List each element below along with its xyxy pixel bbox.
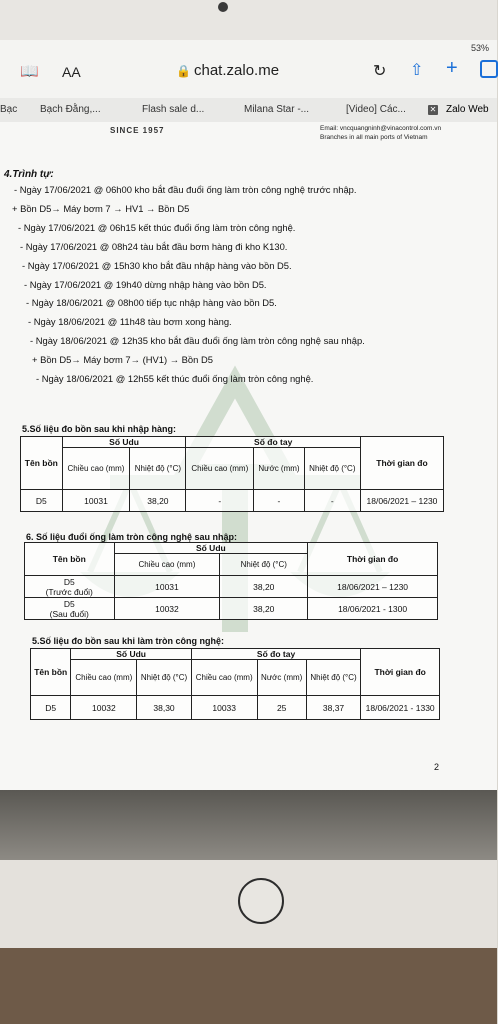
step-item: - Ngày 17/06/2021 @ 06h15 kết thúc đuổi ống làm tròn công nghệ. (18, 222, 296, 233)
table1-h-time: Thời gian đo (360, 437, 443, 490)
url-field[interactable]: chat.zalo.me (194, 62, 280, 79)
table-cell: 10031 (62, 490, 130, 512)
header-since: SINCE 1957 (110, 126, 165, 135)
tabs-icon[interactable] (480, 60, 498, 78)
header-contact (320, 124, 441, 142)
table2-h-tank: Tên bồn (25, 543, 115, 576)
table-cell: 18/06/2021 – 1230 (308, 576, 438, 598)
table-cell: - (254, 490, 305, 512)
table2 (24, 542, 438, 620)
table3-h-water: Nước (mm) (257, 660, 306, 696)
table3-h-height: Chiều cao (mm) (71, 660, 137, 696)
step-item: + Bồn D5→ Máy bơm 7→ (HV1) → Bồn D5 (32, 354, 213, 365)
reload-icon[interactable]: ↻ (373, 63, 387, 80)
table-cell: - (186, 490, 254, 512)
table-cell (25, 576, 115, 598)
tab-5-active[interactable] (428, 104, 489, 115)
table2-h-time: Thời gian đo (308, 543, 438, 576)
step-item: - Ngày 18/06/2021 @ 12h35 kho bắt đầu đuổi ống làm tròn công nghệ sau nhập. (30, 335, 365, 346)
table-row (25, 598, 438, 620)
close-icon[interactable]: ✕ (429, 105, 437, 114)
table1-title: 5.Số liệu đo bồn sau khi nhập hàng: (22, 424, 177, 434)
table-cell: 38,30 (137, 696, 192, 720)
home-button[interactable] (238, 878, 284, 924)
section-title: 4.Trình tự: (4, 169, 54, 180)
step-item: - Ngày 17/06/2021 @ 08h24 tàu bắt đầu bơm hàng đi kho K130. (20, 241, 288, 252)
table-cell-note: (Sau đuổi) (49, 608, 89, 619)
tab-5-label: Zalo Web (446, 104, 489, 115)
table2-title: 6. Số liệu đuổi ống làm tròn công nghệ sau nhập: (26, 532, 238, 542)
tab-0[interactable]: Bạc (0, 104, 18, 115)
step-item: - Ngày 17/06/2021 @ 19h40 dừng nhập hàng vào bồn D5. (24, 279, 267, 290)
table-cell: 38,20 (220, 576, 308, 598)
table3-h-temp2: Nhiệt độ (°C) (306, 660, 361, 696)
battery-status: 53% (470, 43, 489, 53)
table-cell: D5 (21, 490, 63, 512)
camera-icon (218, 2, 228, 12)
table-cell: 10032 (114, 598, 220, 620)
table1-h-temp: Nhiệt độ (°C) (130, 448, 186, 490)
table2-h-temp: Nhiệt độ (°C) (220, 554, 308, 576)
table1-h-height2: Chiều cao (mm) (186, 448, 254, 490)
lock-icon: 🔒 (176, 64, 191, 78)
page-number: 2 (434, 762, 440, 772)
step-item: - Ngày 18/06/2021 @ 12h55 kết thúc đuổi ống làm tròn công nghệ. (36, 373, 314, 384)
table3-h-time: Thời gian đo (361, 649, 440, 696)
table-cell: 18/06/2021 – 1230 (360, 490, 443, 512)
tab-3[interactable]: Milana Star -... (244, 104, 310, 115)
table3 (30, 648, 440, 720)
table1-h-height: Chiều cao (mm) (62, 448, 130, 490)
table-cell: D5 (31, 696, 71, 720)
table1-h-tay: Số đo tay (186, 437, 360, 448)
step-item: - Ngày 17/06/2021 @ 15h30 kho bắt đầu nhập hàng vào bồn D5. (22, 260, 292, 271)
header-email: Email: vncquangninh@vinacontrol.com.vn (320, 125, 442, 132)
step-item: - Ngày 18/06/2021 @ 11h48 tàu bơm xong hàng. (28, 316, 232, 327)
table3-h-tay: Số đo tay (191, 649, 361, 660)
table-cell: 38,20 (220, 598, 308, 620)
table-cell-tank: D5 (63, 576, 75, 587)
table-cell: 18/06/2021 - 1300 (308, 598, 438, 620)
tab-2[interactable]: Flash sale d... (142, 104, 205, 115)
reader-settings-button[interactable]: AA (62, 64, 81, 80)
tablet-screen (0, 40, 497, 790)
table1-h-temp2: Nhiệt độ (°C) (304, 448, 360, 490)
table-row (25, 576, 438, 598)
table1 (20, 436, 444, 512)
table3-h-temp: Nhiệt độ (°C) (137, 660, 192, 696)
table-cell: 38,37 (306, 696, 361, 720)
step-item: + Bồn D5→ Máy bơm 7 → HV1 → Bồn D5 (12, 203, 190, 214)
header-branches: Branches in all main ports of Vietnam (320, 134, 428, 141)
book-icon[interactable]: 📖 (20, 63, 39, 80)
table-cell: - (304, 490, 360, 512)
table-cell: 10033 (191, 696, 257, 720)
table-cell: 18/06/2021 - 1330 (361, 696, 440, 720)
tab-bar (0, 98, 497, 123)
step-item: - Ngày 18/06/2021 @ 08h00 tiếp tục nhập hàng vào bồn D5. (26, 297, 277, 308)
table3-h-height2: Chiều cao (mm) (191, 660, 257, 696)
tab-4[interactable]: [Video] Các... (346, 104, 406, 115)
step-item: - Ngày 17/06/2021 @ 06h00 kho bắt đầu đuổi ống làm tròn công nghệ trước nhập. (14, 184, 357, 195)
table-cell: 25 (257, 696, 306, 720)
table-surface (0, 948, 497, 1024)
table1-h-udu: Số Udu (62, 437, 186, 448)
tab-1[interactable]: Bạch Đằng,... (40, 104, 101, 115)
plus-icon[interactable]: + (446, 57, 458, 79)
address-bar (0, 52, 497, 92)
table2-h-height: Chiều cao (mm) (114, 554, 220, 576)
share-icon[interactable]: ⇧ (410, 62, 424, 79)
table1-h-tank: Tên bồn (21, 437, 63, 490)
table-row (21, 490, 444, 512)
device-bezel-top (0, 0, 497, 44)
table-row (31, 696, 440, 720)
document-page (0, 122, 497, 790)
table2-h-udu: Số Udu (114, 543, 308, 554)
table-cell: 10031 (114, 576, 220, 598)
table-cell-tank: D5 (63, 598, 75, 609)
table-cell (25, 598, 115, 620)
table1-h-water: Nước (mm) (254, 448, 305, 490)
table3-title: 5.Số liệu đo bồn sau khi làm tròn công nghệ: (32, 636, 225, 646)
screen-edge-shadow (0, 790, 497, 860)
table3-h-udu: Số Udu (71, 649, 191, 660)
table-cell-note: (Trước đuổi) (45, 586, 93, 597)
table-cell: 38,20 (130, 490, 186, 512)
table3-h-tank: Tên bồn (31, 649, 71, 696)
table-cell: 10032 (71, 696, 137, 720)
